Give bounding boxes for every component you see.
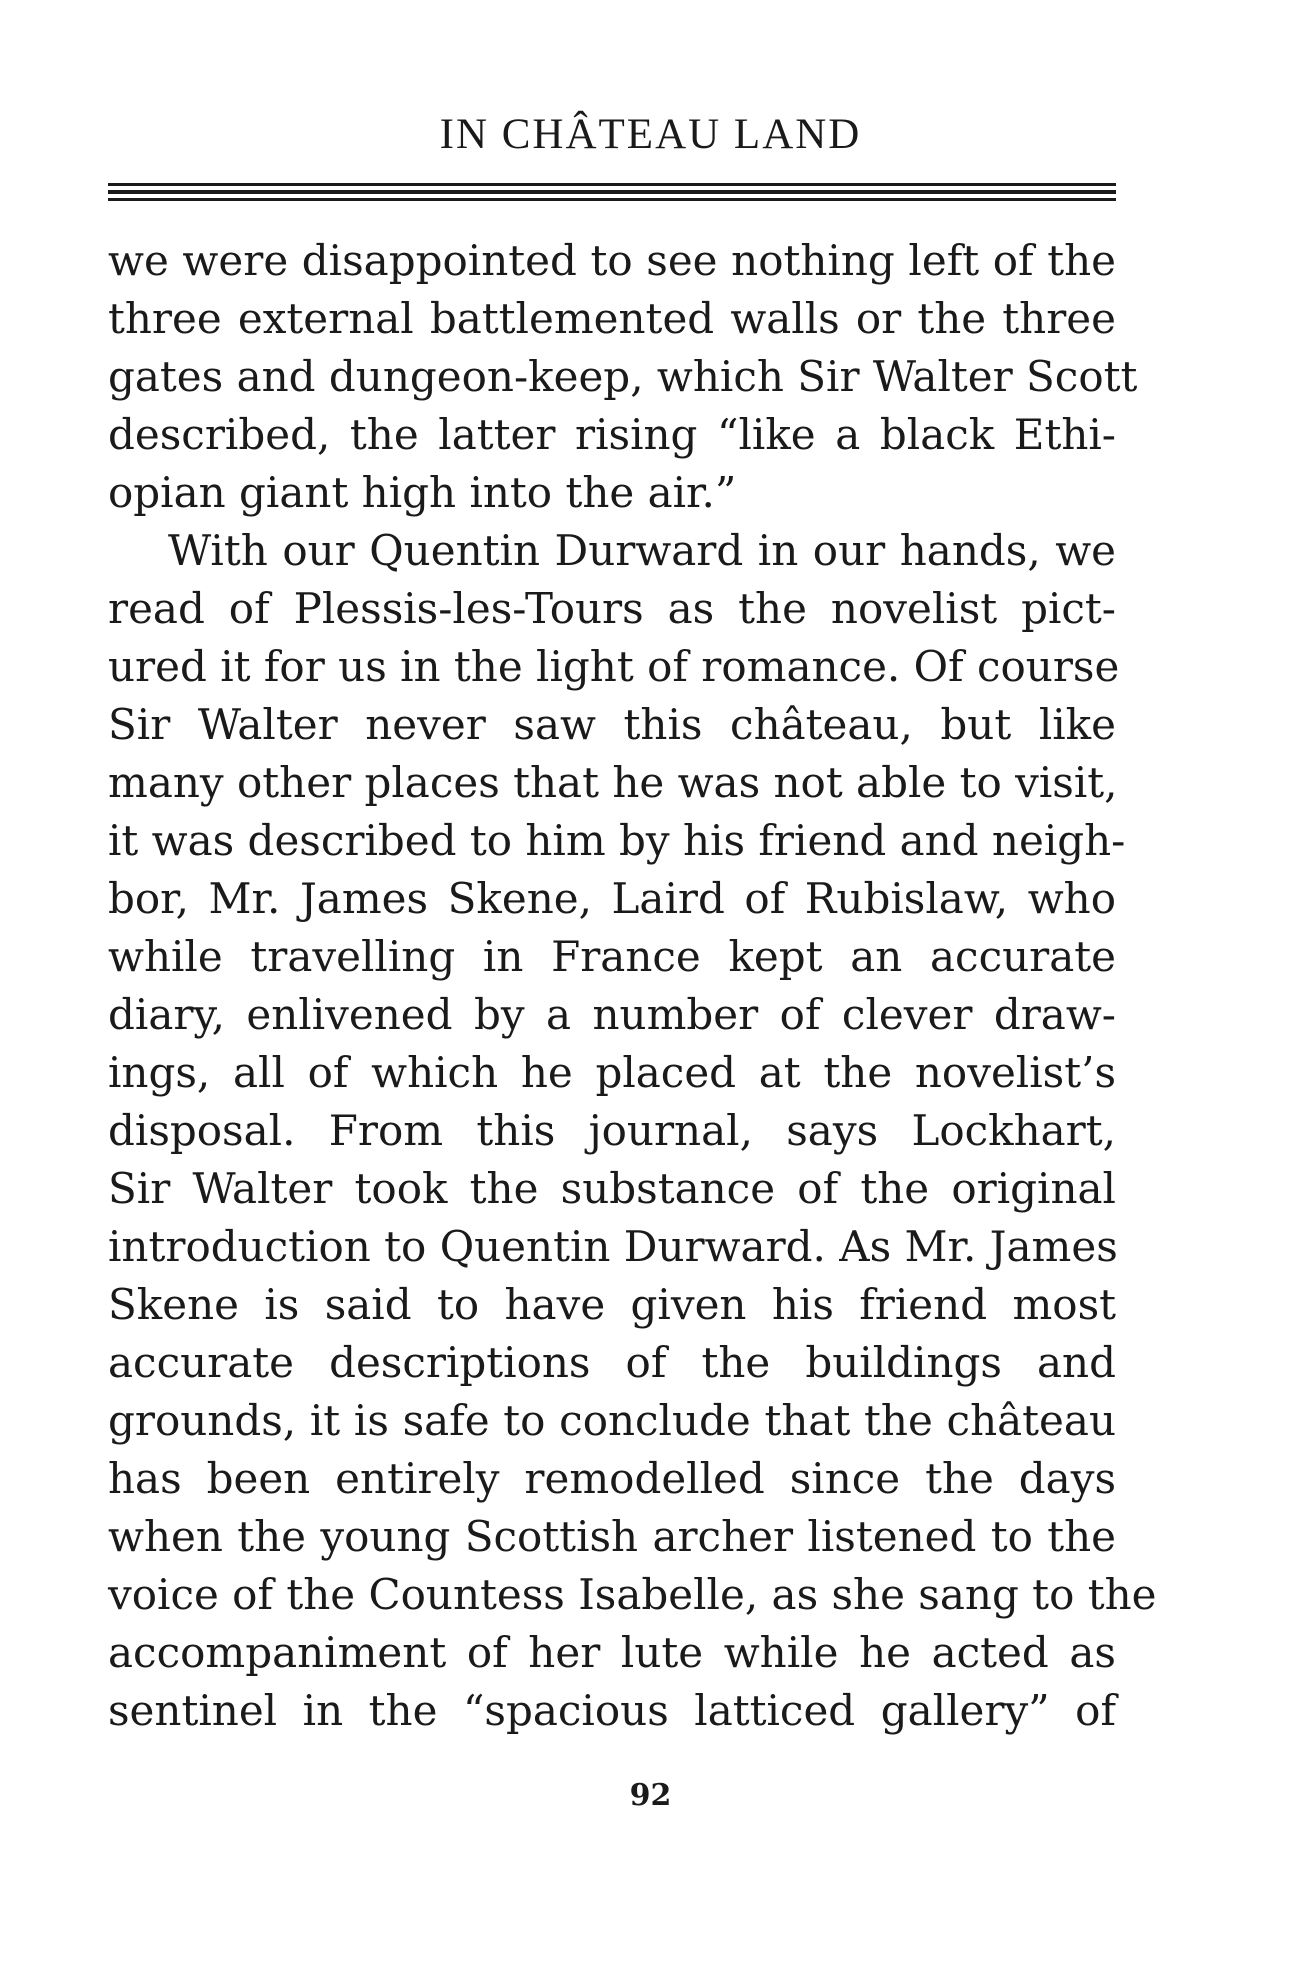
text-line-paragraph-start: With our Quentin Durward in our hands, we <box>168 526 1116 575</box>
page-number: 92 <box>629 1778 672 1813</box>
header-rule-middle <box>108 190 1116 194</box>
text-line: introduction to Quentin Durward. As Mr. James <box>108 1222 1118 1271</box>
text-line: Sir Walter took the substance of the original <box>108 1164 1116 1213</box>
text-line: ings, all of which he placed at the novelist’s <box>108 1048 1116 1097</box>
text-line: diary, enlivened by a number of clever draw- <box>108 990 1116 1039</box>
text-line: bor, Mr. James Skene, Laird of Rubislaw, who <box>108 874 1116 923</box>
text-line: voice of the Countess Isabelle, as she sang to the <box>108 1570 1157 1619</box>
text-line: accurate descriptions of the buildings and <box>108 1338 1116 1387</box>
text-line: read of Plessis-les-Tours as the novelist pict- <box>108 584 1116 633</box>
text-line: grounds, it is safe to conclude that the château <box>108 1396 1116 1445</box>
text-line: it was described to him by his friend and neigh- <box>108 816 1126 865</box>
text-line: opian giant high into the air.” <box>108 468 737 517</box>
text-line: we were disappointed to see nothing left of the <box>108 236 1116 285</box>
body-text <box>108 232 1157 1740</box>
text-line: Sir Walter never saw this château, but like <box>108 700 1116 749</box>
text-line: while travelling in France kept an accurate <box>108 932 1116 981</box>
text-line: accompaniment of her lute while he acted as <box>108 1628 1116 1677</box>
header-rule-bottom <box>108 198 1116 201</box>
text-line: many other places that he was not able to visit, <box>108 758 1118 807</box>
text-line: three external battlemented walls or the three <box>108 294 1116 343</box>
text-line: disposal. From this journal, says Lockhart, <box>108 1106 1116 1155</box>
text-line: ured it for us in the light of romance. Of course <box>108 642 1120 691</box>
text-line: when the young Scottish archer listened to the <box>108 1512 1116 1561</box>
text-line: gates and dungeon-keep, which Sir Walter Scott <box>108 352 1138 401</box>
text-line: has been entirely remodelled since the days <box>108 1454 1116 1503</box>
text-line: sentinel in the “spacious latticed gallery” of <box>108 1686 1116 1735</box>
text-line: Skene is said to have given his friend most <box>108 1280 1116 1329</box>
header-rule-top <box>108 183 1116 186</box>
text-line: described, the latter rising “like a black Ethi- <box>108 410 1116 459</box>
running-head: IN CHÂTEAU LAND <box>439 111 862 158</box>
